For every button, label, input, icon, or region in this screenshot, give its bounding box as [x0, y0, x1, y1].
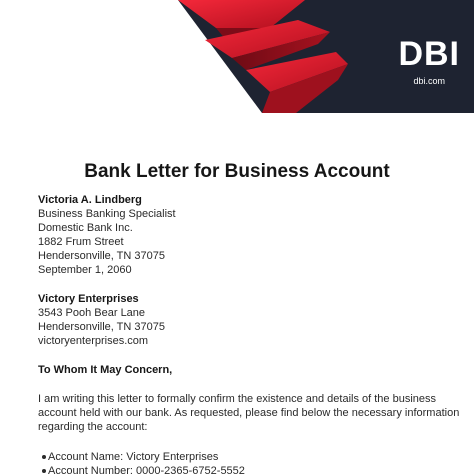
recipient-website: victoryenterprises.com [38, 335, 149, 347]
logo-text: DBI [398, 35, 460, 73]
account-detail-item: Account Number: 0000-2365-6752-5552 [48, 465, 245, 474]
recipient-street: 3543 Pooh Bear Lane [38, 307, 146, 319]
recipient-name: Victory Enterprises [38, 293, 139, 305]
dbi-logo [398, 36, 460, 88]
body-line: regarding the account: [38, 421, 148, 433]
sender-bank: Domestic Bank Inc. [38, 222, 133, 234]
page-title: Bank Letter for Business Account [84, 161, 390, 182]
logo-url: dbi.com [413, 76, 445, 86]
account-detail-item: Account Name: Victory Enterprises [48, 451, 219, 463]
letter-date: September 1, 2060 [38, 264, 132, 276]
salutation: To Whom It May Concern, [38, 364, 173, 376]
sender-city: Hendersonville, TN 37075 [38, 250, 165, 262]
sender-name: Victoria A. Lindberg [38, 194, 142, 206]
bullet-icon [42, 455, 46, 459]
body-line: I am writing this letter to formally confirm the existence and details of the business [38, 393, 437, 405]
recipient-city: Hendersonville, TN 37075 [38, 321, 165, 333]
body-line: account held with our bank. As requested, please find below the necessary information [38, 407, 460, 419]
bullet-icon [42, 469, 46, 473]
sender-street: 1882 Frum Street [38, 236, 124, 248]
sender-role: Business Banking Specialist [38, 208, 176, 220]
